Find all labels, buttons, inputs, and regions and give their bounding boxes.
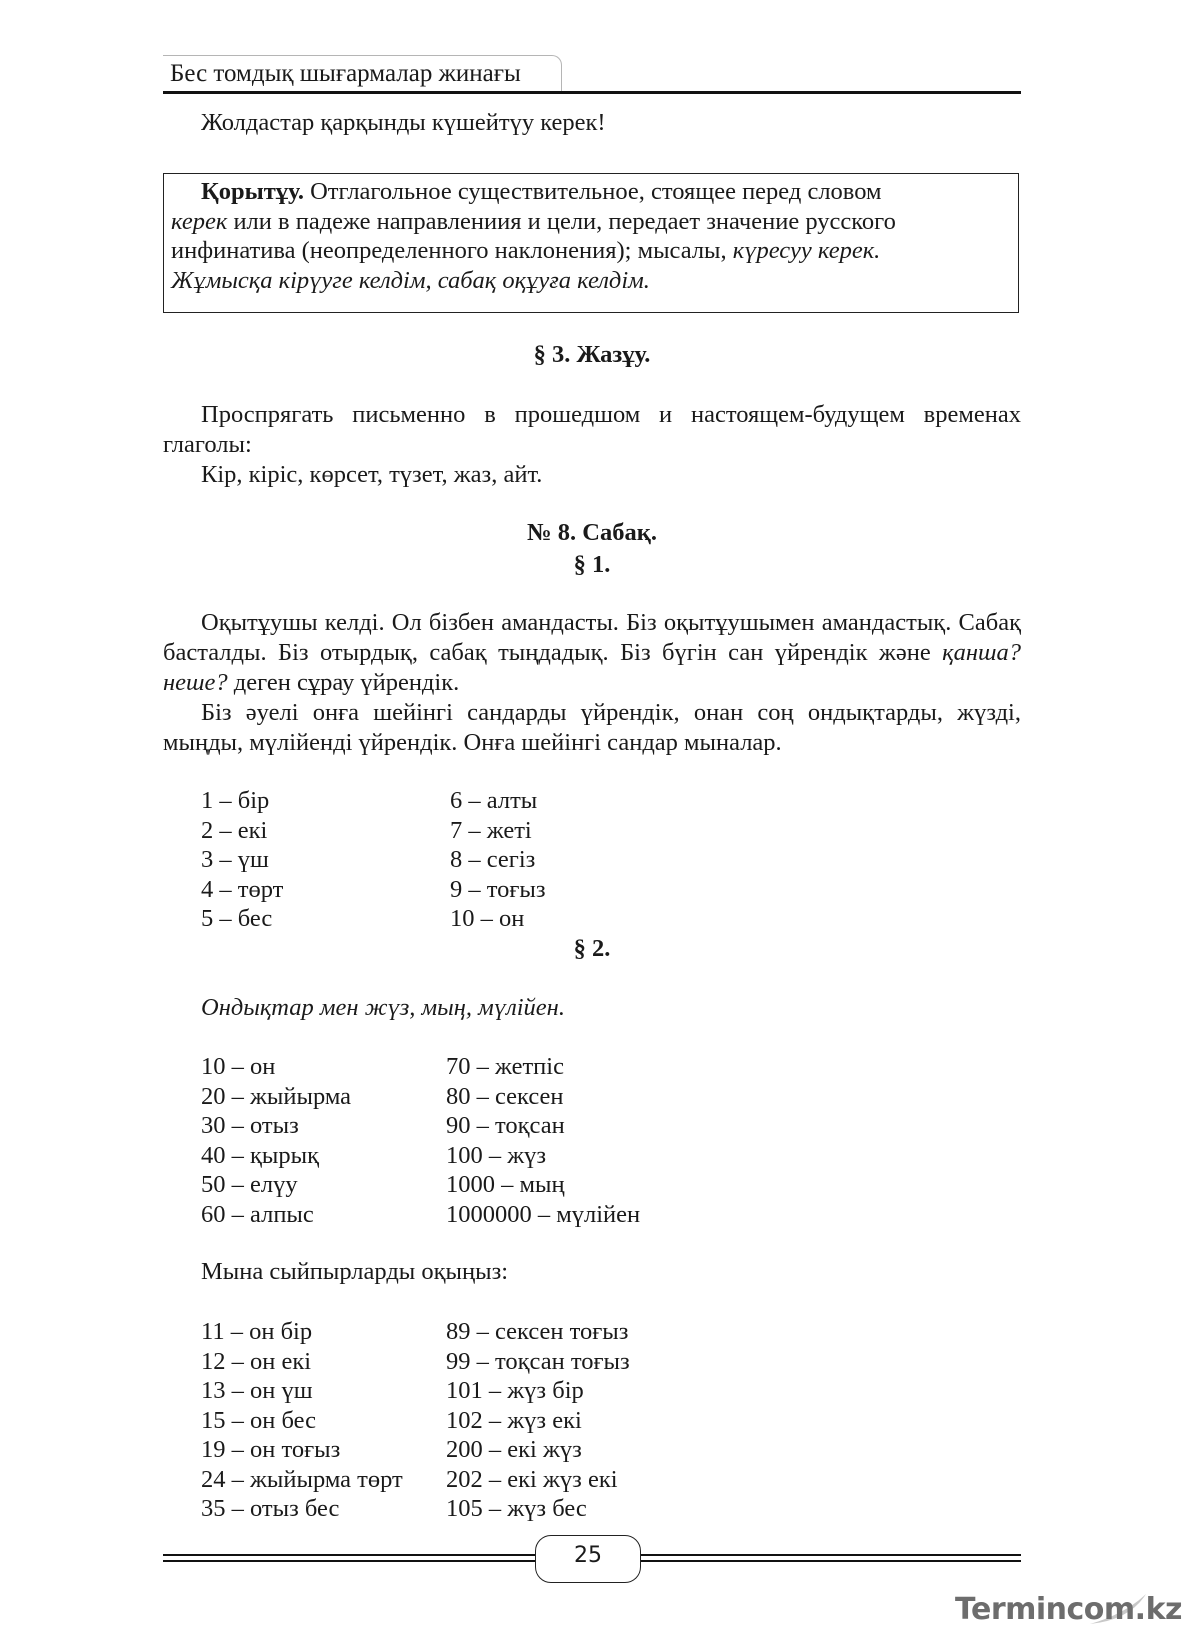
note-example-2: Жұмысқа кірүуге келдім, сабақ оқұуға келдім.: [171, 266, 650, 294]
list-item: 10 – он: [201, 1053, 276, 1080]
note-line1: Отглагольное существительное, стоящее перед словом: [303, 178, 882, 205]
list-item: 11 – он бір: [201, 1318, 313, 1345]
list-item: 30 – отыз: [201, 1112, 299, 1139]
list-item: 105 – жүз бес: [446, 1495, 587, 1522]
examples-right-list: [446, 1317, 630, 1524]
note-line3: инфинатива (неопределенного наклонения); мысалы,: [171, 237, 733, 264]
list-item: 60 – алпыс: [201, 1200, 314, 1228]
note-example-1: күресуу керек.: [732, 237, 881, 264]
lesson-text-b: деген сұрау үйрендік.: [227, 669, 460, 696]
list-item: 35 – отыз бес: [201, 1495, 340, 1522]
lesson-heading: № 8. Сабақ.: [527, 519, 657, 546]
list-item: 13 – он үш: [201, 1377, 313, 1404]
read-prompt: Мына сыйпырларды оқыңыз:: [201, 1258, 509, 1285]
page-number: 25: [574, 1543, 602, 1568]
list-item: 40 – қырық: [201, 1141, 319, 1169]
note-line2: или в падеже направлениия и цели, передает значение русского: [227, 207, 896, 235]
list-item: 6 – алты: [450, 787, 538, 814]
paragraph2-heading: § 2.: [573, 935, 611, 962]
list-item: 7 – жеті: [450, 816, 532, 844]
watermark-text: Termincom.kz: [955, 1592, 1182, 1627]
list-item: 1000000 – мүлійен: [446, 1200, 641, 1228]
numbers-6-10-list: [450, 786, 546, 934]
list-item: 19 – он тоғыз: [201, 1436, 341, 1463]
running-header-title: Бес томдық шығармалар жинағы: [170, 60, 521, 87]
header-rule: [163, 91, 1021, 94]
section3-heading: § 3. Жазұу.: [533, 341, 651, 368]
paragraph1-heading: § 1.: [573, 551, 611, 578]
list-item: 5 – бес: [201, 905, 273, 932]
tens-right-list: [446, 1052, 640, 1229]
list-item: 1000 – мың: [446, 1171, 565, 1198]
list-item: 100 – жүз: [446, 1141, 547, 1169]
note-text: [171, 177, 1011, 295]
lesson-text-a: Оқытұушы келді. Ол бізбен амандасты. Біз оқытұушымен амандастық. Сабақ басталды. Біз отырдық, сабақ тыңдадық. Біз бүгін сан үйрендік және: [163, 609, 1021, 666]
list-item: 1 – бір: [201, 787, 270, 814]
tens-left-list: [201, 1052, 351, 1229]
tens-subtitle: Ондықтар мен жүз, мың, мүлійен.: [201, 994, 565, 1021]
examples-left-list: [201, 1317, 403, 1524]
list-item: 4 – төрт: [201, 875, 284, 903]
list-item: 89 – сексен тоғыз: [446, 1318, 629, 1345]
list-item: 20 – жыйырма: [201, 1082, 352, 1110]
numbers-1-5-list: [201, 786, 283, 934]
section3-paragraph: [163, 400, 1021, 490]
list-item: 101 – жүз бір: [446, 1377, 584, 1404]
note-keyword-kerek: керек: [171, 207, 228, 235]
lesson-text-2: Біз әуелі онға шейінгі сандарды үйрендік, онан соң ондықтарды, жүзді, мыңды, мүлійенді үйрендік. Онға шейінгі сандар мыналар.: [163, 699, 1021, 756]
list-item: 12 – он екі: [201, 1347, 312, 1375]
list-item: 50 – елүу: [201, 1171, 298, 1198]
list-item: 8 – сегіз: [450, 846, 536, 873]
section3-verbs: Кір, кіріс, көрсет, түзет, жаз, айт.: [201, 461, 543, 488]
lesson-question-words: қанша? неше?: [163, 639, 1021, 696]
lesson-paragraph: [163, 608, 1021, 758]
list-item: 15 – он бес: [201, 1406, 316, 1434]
list-item: 24 – жыйырма төрт: [201, 1465, 403, 1493]
list-item: 99 – тоқсан тоғыз: [446, 1347, 630, 1375]
list-item: 200 – екі жүз: [446, 1436, 582, 1463]
list-item: 9 – тоғыз: [450, 875, 546, 903]
list-item: 10 – он: [450, 905, 525, 932]
intro-line: Жолдастар қарқынды күшейтүу керек!: [201, 109, 606, 136]
list-item: 80 – сексен: [446, 1082, 564, 1110]
list-item: 102 – жүз екі: [446, 1406, 582, 1434]
list-item: 70 – жетпіс: [446, 1053, 564, 1080]
note-label: Қорытұу.: [201, 178, 304, 205]
list-item: 202 – екі жүз екі: [446, 1465, 618, 1493]
list-item: 90 – тоқсан: [446, 1112, 565, 1139]
list-item: 2 – екі: [201, 816, 268, 844]
section3-text: Проспрягать письменно в прошедшом и настоящем-будущем временах глаголы:: [163, 401, 1021, 458]
list-item: 3 – үш: [201, 846, 269, 873]
